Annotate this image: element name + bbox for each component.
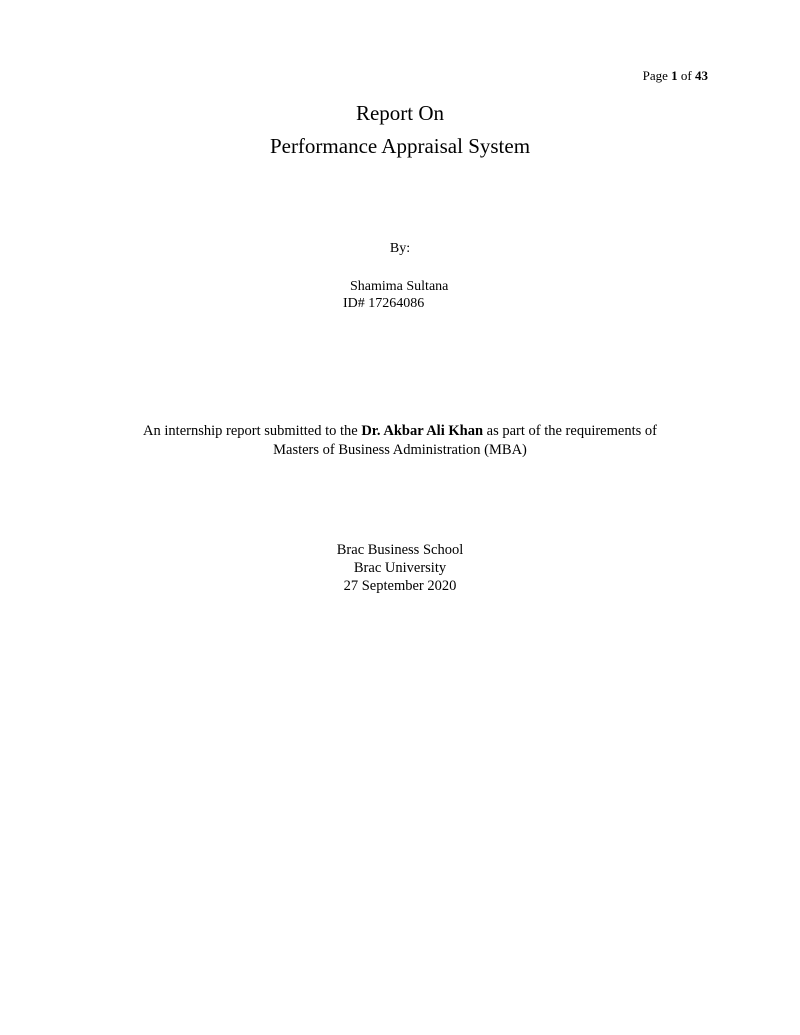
author-name: Shamima Sultana <box>350 279 449 294</box>
supervisor-name: Dr. Akbar Ali Khan <box>361 423 484 439</box>
page-prefix: Page <box>642 68 668 83</box>
submission-date: 27 September 2020 <box>343 578 457 594</box>
page-number <box>643 68 708 84</box>
report-title <box>0 100 800 160</box>
submission-prefix: An internship report submitted to the <box>143 423 358 439</box>
submission-statement <box>0 422 800 460</box>
title-line-2: Performance Appraisal System <box>269 134 531 158</box>
submission-line-2: Masters of Business Administration (MBA) <box>273 442 527 458</box>
author-id: ID# 17264086 <box>343 296 425 311</box>
author-info <box>343 278 448 312</box>
title-line-1: Report On <box>355 101 445 125</box>
page-current: 1 <box>671 68 678 83</box>
school-name: Brac Business School <box>336 542 464 558</box>
submission-suffix: as part of the requirements of <box>486 423 657 439</box>
university-name: Brac University <box>353 560 447 576</box>
page-total: 43 <box>695 68 708 83</box>
by-label: By: <box>389 241 411 256</box>
page-of: of <box>680 68 692 83</box>
institution-block <box>0 541 800 595</box>
submission-line-1 <box>0 422 800 441</box>
